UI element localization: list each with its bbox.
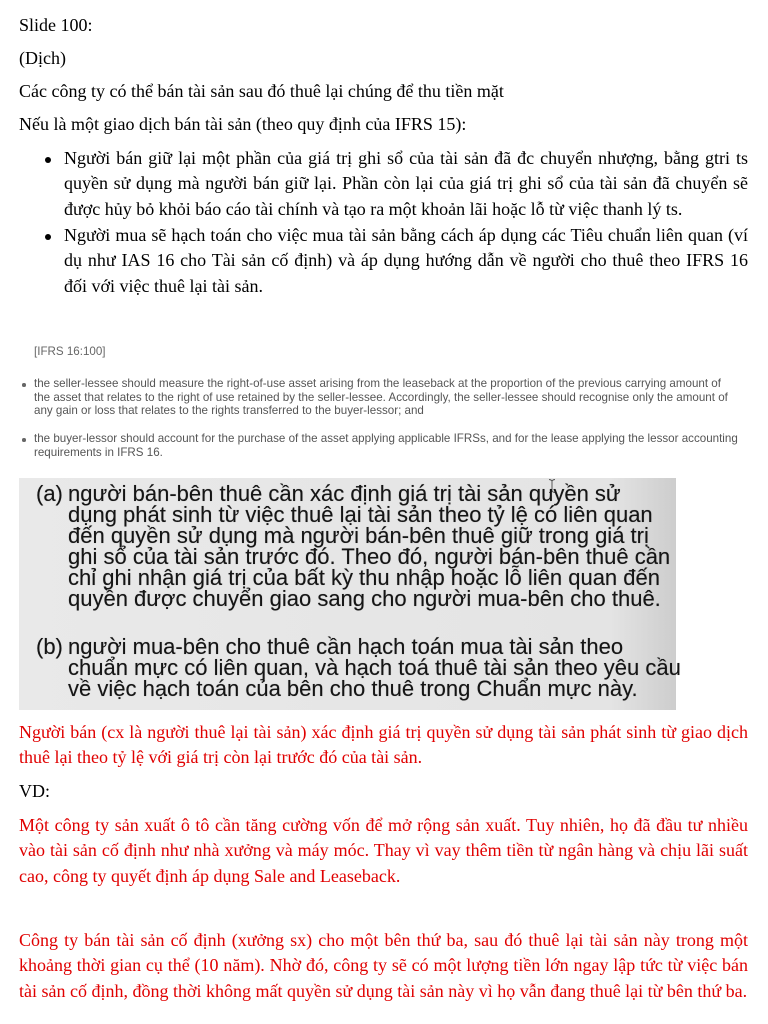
text-line: quyền được chuyển giao sang cho người mua-bên cho thuê. [68,586,661,612]
text-line: chỉ ghi nhận giá trị của bất kỳ thu nhập hoặc lỗ liên quan đến [68,565,660,591]
text-line: về việc hạch toán của bên cho thuê trong Chuẩn mực này. [68,675,638,701]
text-line: dụ như IAS 16 cho Tài sản cố định) và áp dụng hướng dẫn về người cho thuê theo IFRS 16 [64,250,748,270]
item-text [68,633,681,701]
text-line: được hủy bỏ khỏi báo cáo tài chính và tạo ra một khoản lãi hoặc lỗ từ việc thanh lý ts. [64,198,683,219]
bullet-icon [45,157,51,163]
text-line: Người bán (cx là người thuê lại tài sản) xác định giá trị quyền sử dụng tài sản phát sinh từ giao dịch [19,721,748,742]
text-line: người mua-bên cho thuê cần hạch toán mua tài sản theo [68,633,624,659]
text-line: vào tài sản cố định như nhà xưởng và máy móc. Thay vì vay thêm tiền từ ngân hàng và chịu lãi suất [19,840,748,860]
list-item [64,223,748,300]
text-line: the asset that relates to the right of use retained by the seller-lessee. Accordingly, the seller-lessee should recognise only the amount of [34,390,728,404]
example-paragraph [19,813,748,890]
ifrs-reference: [IFRS 16:100] [34,345,106,359]
text-line: quyền sử dụng mà người bán giữ lại. Phần còn lại của giá trị ghi sổ của tài sản đã chuyển sẽ [64,173,748,193]
condition-paragraph: Nếu là một giao dịch bán tài sản (theo quy định của IFRS 15): [19,113,467,134]
text-line: Người bán giữ lại một phần của giá trị ghi sổ của tài sản đã đc chuyển nhượng, bằng gtri ts [64,147,748,168]
translation-label: (Dịch) [19,47,66,68]
text-line: any gain or loss that relates to the rights transferred to the buyer-lessor; and [34,403,424,417]
example-label: VD: [19,780,50,801]
text-line: requirements in IFRS 16. [34,445,163,459]
text-line: chuẩn mực có liên quan, và hạch toá thuê tài sản theo yêu cầu [68,654,681,680]
text-line: Một công ty sản xuất ô tô cần tăng cường vốn để mở rộng sản xuất. Tuy nhiên, họ đã đầu tư nhiều [19,814,748,835]
list-item [64,146,748,223]
bullet-icon [22,383,26,387]
example-paragraph [19,928,748,1005]
text-line: thuê lại theo tỷ lệ với giá trị còn lại trước đó của tài sản. [19,747,423,767]
text-line: khoảng thời gian cụ thể (10 năm). Nhờ đó, công ty sẽ có một lượng tiền lớn ngay lập tức từ việc bán [19,955,748,975]
item-label: (b) [36,633,63,659]
text-line: đến quyền sử dụng mà người bán-bên thuê giữ trong giá trị [68,522,649,548]
text-line: the buyer-lessor should account for the purchase of the asset applying applicable IFRSs, and for the lease applying the lessor accounting [34,432,738,446]
text-line: đối với việc thuê lại tài sản. [64,275,263,296]
ifrs-excerpt-item [34,377,728,417]
summary-note [19,720,748,771]
item-text [68,480,671,612]
text-line: tài sản cố định, đồng thời không mất quyền sử dụng tài sản này vì họ vẫn đang thuê lại từ bên thứ ba. [19,980,748,1001]
text-line: the seller-lessee should measure the right-of-use asset arising from the leaseback at the proportion of the previous carrying amount of [34,377,721,391]
translation-box [19,478,681,710]
slide-heading: Slide 100: [19,14,93,35]
text-line: dụng phát sinh từ việc thuê lại tài sản theo tỷ lệ có liên quan [68,501,653,527]
bullet-icon [22,438,26,442]
bullet-icon [45,234,51,240]
text-line: Người mua sẽ hạch toán cho việc mua tài sản bằng cách áp dụng các Tiêu chuẩn liên quan (ví [64,224,748,245]
text-line: người bán-bên thuê cần xác định giá trị tài sản quyền sử [68,480,621,506]
text-line: cao, công ty quyết định áp dụng Sale and Leaseback. [19,865,401,886]
ifrs-excerpt-item [34,432,738,458]
text-line: Công ty bán tài sản cố định (xưởng sx) cho một bên thứ ba, sau đó thuê lại tài sản này trong một [19,929,748,950]
text-line: ghi sổ của tài sản trước đó. Theo đó, người bán-bên thuê cần [68,544,671,570]
intro-paragraph: Các công ty có thể bán tài sản sau đó thuê lại chúng để thu tiền mặt [19,80,504,101]
item-label: (a) [36,480,63,506]
